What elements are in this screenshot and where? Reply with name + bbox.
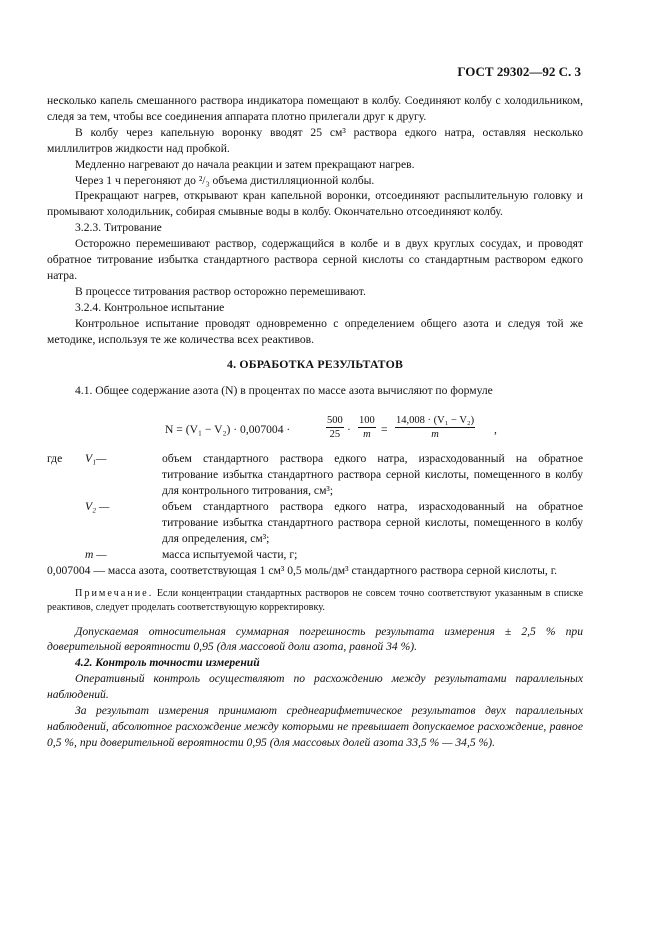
subsection-heading: 3.2.4. Контрольное испытание — [75, 300, 225, 314]
paragraph: Прекращают нагрев, открывают кран капельной воронки, отсоединяют распылительную головку и промывают холодильник, собирая смывные воды в колбу. Окончательно отсоединяют колбу. — [47, 189, 583, 219]
note-text: Если концентрации стандартных растворов не совсем точно соответствуют указанным в списке реактивов, следует проделать соответствующую корректировку. — [47, 587, 583, 613]
paragraph: В колбу через капельную воронку вводят 25 см³ раствора едкого натра, оставляя несколько миллилитров жидкости над пробкой. — [47, 125, 583, 155]
document-body — [47, 93, 583, 751]
fraction-denominator: m — [431, 429, 439, 441]
definition-text: объем стандартного раствора едкого натра, израсходованный на обратное титрование избытка стандартного раствора серной кислоты, помещенного в колбу для контрольного титрования, см³; — [162, 452, 583, 498]
formula-lhs: N = (V₁ − V₂) · 0,007004 · — [165, 423, 291, 437]
definition-v2 — [47, 499, 583, 547]
definition-text: масса испытуемой части, г; — [162, 547, 298, 561]
fraction-numerator: 100 — [359, 415, 375, 427]
paragraph: несколько капель смешанного раствора индикатора помещают в колбу. Соединяют колбу с холодильником, следя за тем, чтобы все соединения аппарата плотно прилегали друг к другу. — [47, 94, 583, 123]
definition-v1 — [47, 451, 583, 499]
formula-tail: , — [494, 423, 497, 437]
subsection-heading: 3.2.3. Титрование — [75, 221, 162, 235]
paragraph: Осторожно перемешивают раствор, содержащийся в колбе и в двух круглых сосудах, и проводят обратное титрование избытка стандартного раствора серной кислоты со стандартным раствором едкого натра. — [47, 237, 583, 282]
note-label: Примечание. — [75, 587, 154, 599]
paragraph: 4.1. Общее содержание азота (N) в процентах по массе азота вычисляют по формуле — [75, 384, 493, 398]
fraction-500-25 — [326, 414, 344, 441]
fraction-numerator: 500 — [327, 415, 343, 427]
symbol-v2: V₂ — — [85, 500, 110, 514]
paragraph: Через 1 ч перегоняют до ²/₃ объема дистилляционной колбы. — [75, 173, 375, 187]
formula-equals: = — [381, 423, 388, 437]
paragraph: Оперативный контроль осуществляют по расхождению между результатами параллельных наблюдений. — [47, 672, 583, 702]
fraction-denominator: m — [363, 429, 371, 441]
symbol-v1: V₁— — [85, 452, 107, 466]
note — [47, 587, 583, 615]
fraction-denominator: 25 — [329, 429, 341, 441]
subsection-heading-4-2: 4.2. Контроль точности измерений — [75, 656, 260, 670]
symbol-m: m — — [85, 547, 107, 561]
definition-m — [47, 547, 583, 563]
paragraph: Контрольное испытание проводят одновременно с определением общего азота и следуя той же методике, используя те же количества всех реактивов. — [47, 316, 583, 346]
paragraph: Медленно нагревают до начала реакции и затем прекращают нагрев. — [75, 157, 415, 171]
section-heading: 4. ОБРАБОТКА РЕЗУЛЬТАТОВ — [226, 356, 404, 371]
tolerance-paragraph: Допускаемая относительная суммарная погрешность результата измерения ± 2,5 % при доверительной вероятности 0,95 (для массовой доли азота, равной 34 %). — [47, 624, 583, 654]
fraction-100-m — [358, 414, 376, 441]
variable-definitions — [47, 451, 583, 578]
where-label: где — [47, 452, 63, 466]
fraction-numerator: 14,008 · (V₁ − V₂) — [396, 415, 475, 427]
paragraph: За результат измерения принимают среднеарифметическое результатов двух параллельных наблюдений, абсолютное расхождение между которыми не превышает допускаемое расхождение, равное 0,5 %, при доверительной вероятности 0,95 (для массовых долей азота 33,5 % — 34,5 %). — [47, 704, 583, 749]
paragraph: В процессе титрования раствор осторожно перемешивают. — [75, 284, 366, 298]
formula: N = (V₁ − V₂) · 0,007004 · $\frac{500}{25}$ · $\frac{100}{m}$ = $\frac{\text{14,008 · (V₁ − V₂)}}{m}$ , — [165, 415, 497, 441]
definition-constant: 0,007004 — масса азота, соответствующая 1 см³ 0,5 моль/дм³ стандартного раствора серной кислоты, г. — [47, 563, 558, 577]
definition-text: объем стандартного раствора едкого натра, израсходованный на обратное титрование избытка стандартного раствора серной кислоты, помещенного в колбу для определения, см³; — [162, 500, 583, 545]
page-header: ГОСТ 29302—92 С. 3 — [457, 64, 581, 79]
fraction-result — [395, 414, 475, 441]
